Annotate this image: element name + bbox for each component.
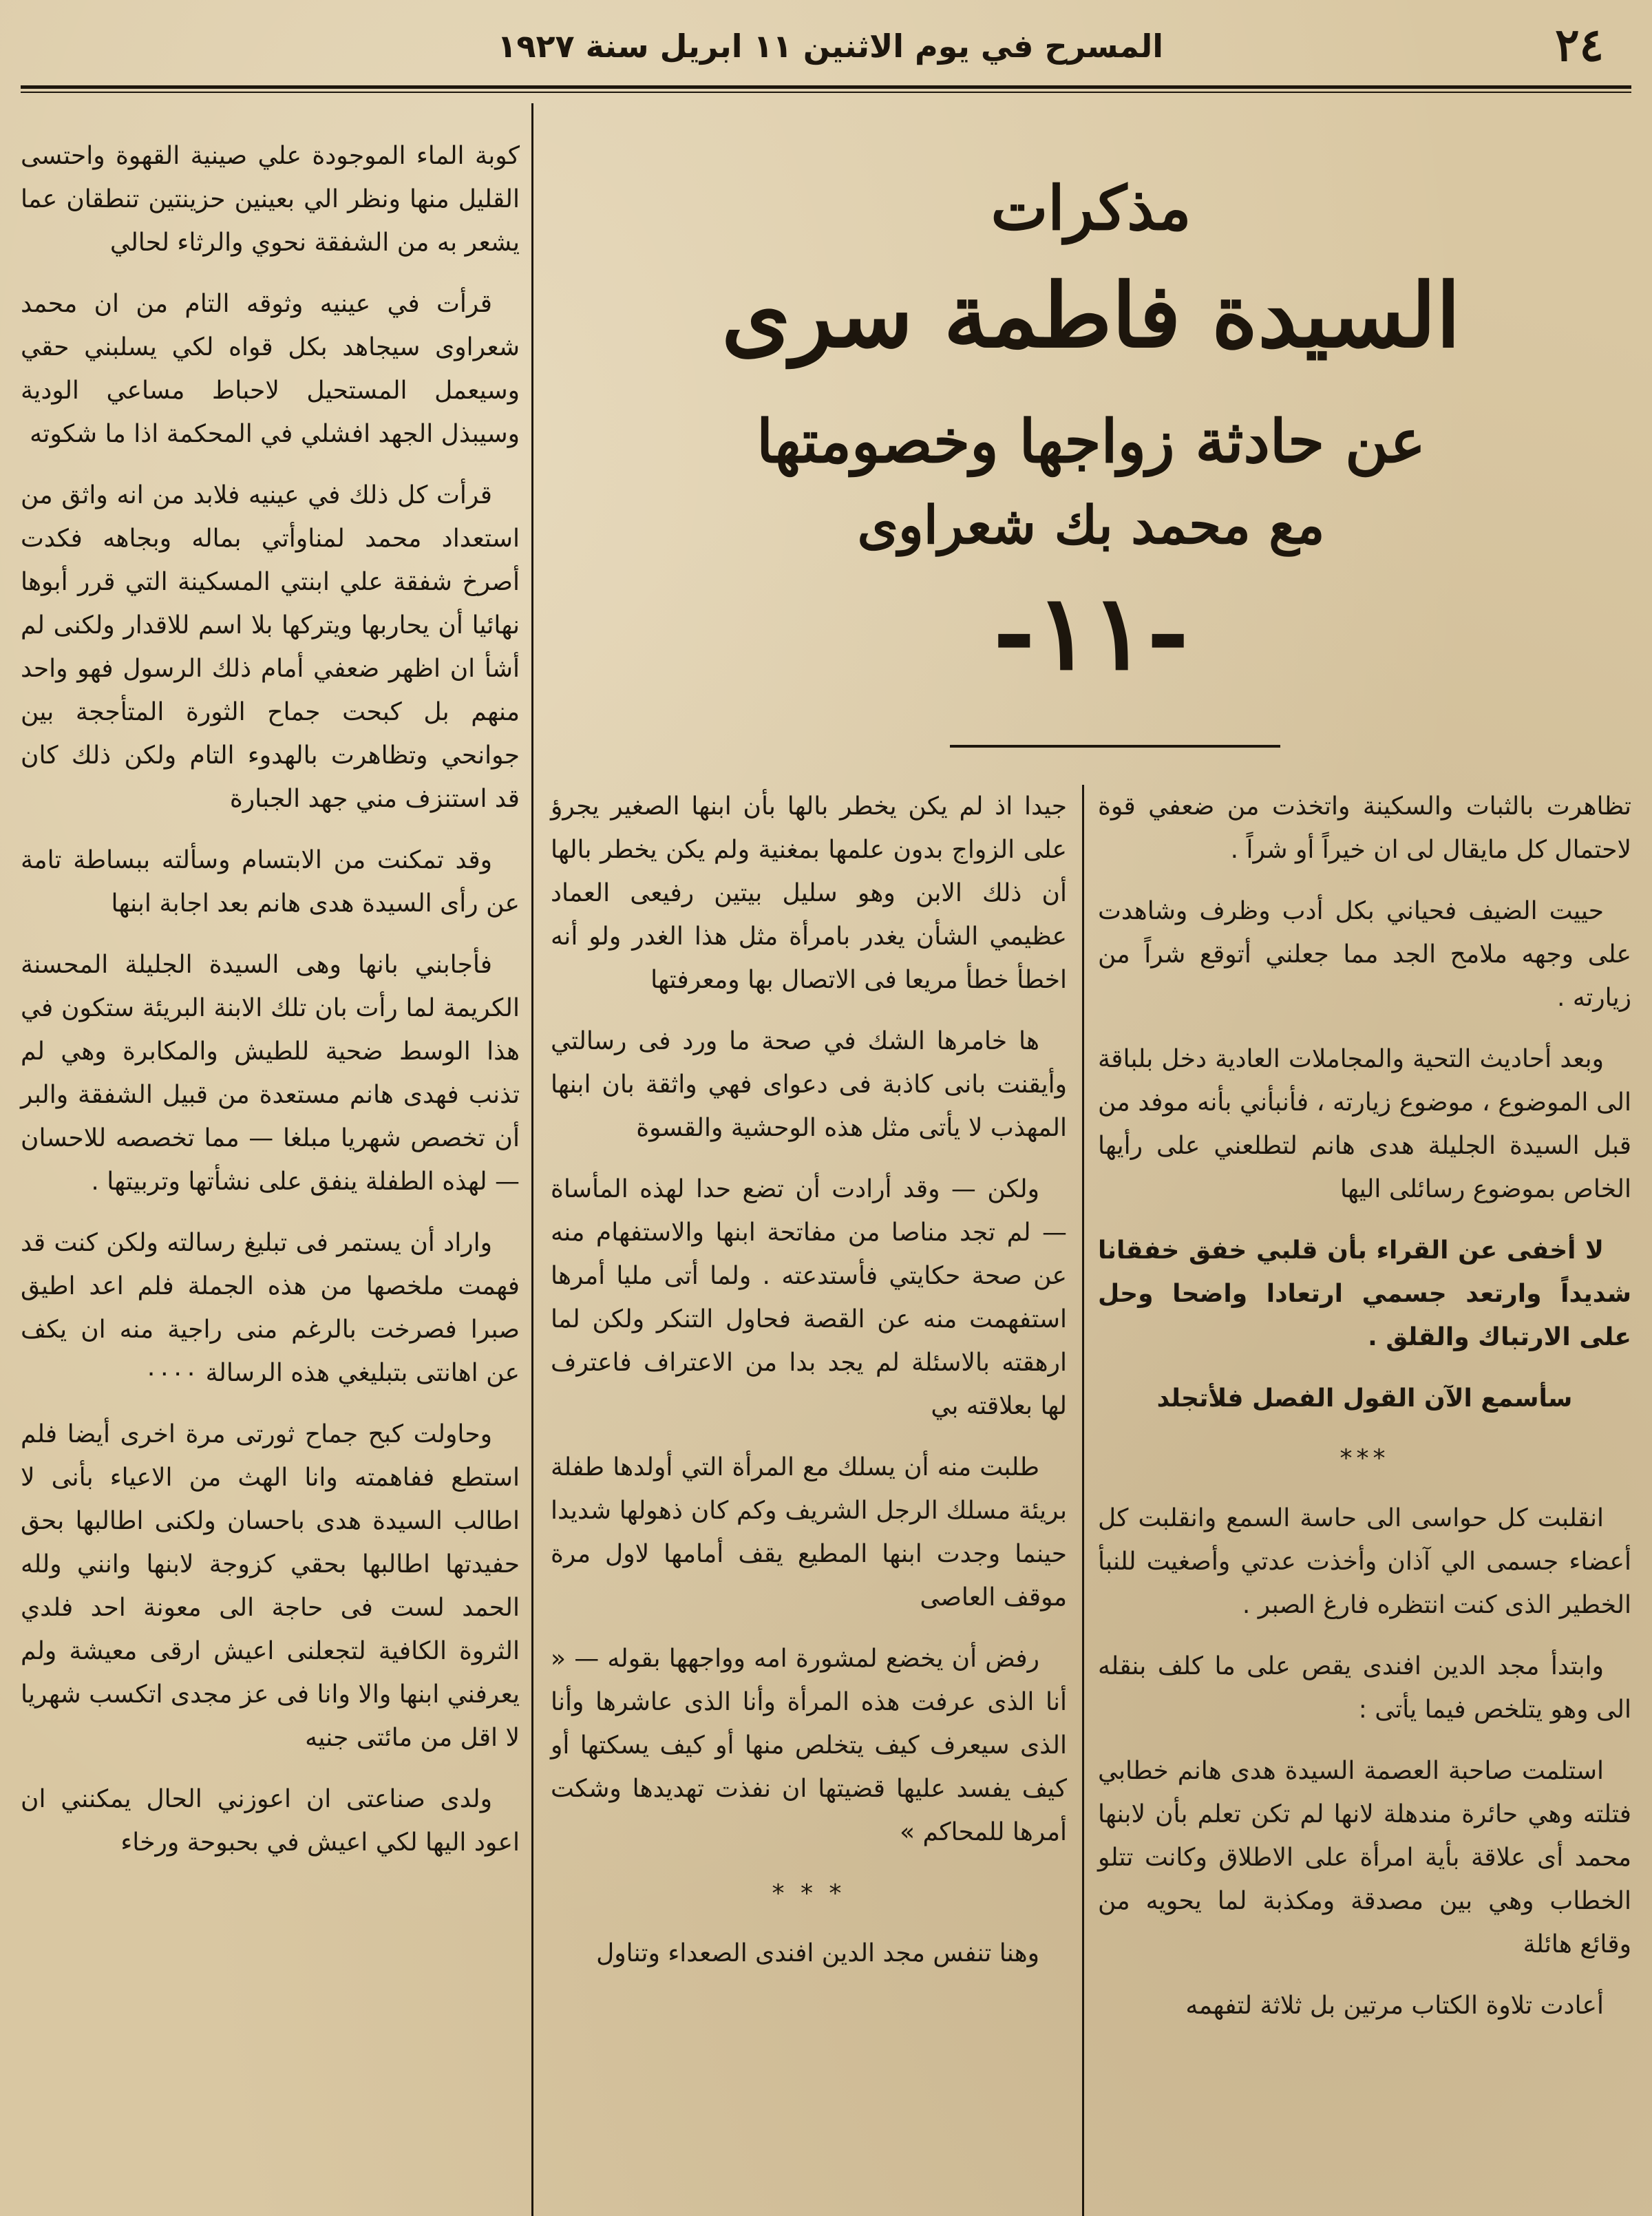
page-number: ٢٤ — [1555, 18, 1604, 72]
section-separator: *** — [1339, 1444, 1390, 1473]
page-header — [21, 11, 1631, 87]
paragraph: تظاهرت بالثبات والسكينة واتخذت من ضعفي قوة لاحتمال كل مايقال لى ان خيراً أو شراً . — [1098, 792, 1631, 864]
paragraph: ها خامرها الشك في صحة ما ورد فى رسالتي وأيقنت بانى كاذبة فى دعواى فهي واثقة بان ابنها المهذب لا يأتى مثل هذه الوحشية والقسوة — [551, 1027, 1067, 1142]
paragraph: واراد أن يستمر فى تبليغ رسالته ولكن كنت قد فهمت ملخصها من هذه الجملة فلم اعد اطيق صبرا فصرخت بالرغم منى راجية منه ان يكف عن اهانتى بتبليغي هذه الرسالة ٠٠٠٠ — [21, 1229, 520, 1387]
title-line-memoirs: مذكرات — [991, 172, 1192, 244]
pull-quote: سأسمع الآن القول الفصل فلأتجلد — [1156, 1384, 1573, 1413]
title-line-with: مع محمد بك شعراوى — [857, 494, 1325, 556]
episode-number: -١١- — [993, 571, 1189, 693]
paragraph: طلبت منه أن يسلك مع المرأة التي أولدها طفلة بريئة مسلك الرجل الشريف وكم كان ذهولها شديدا حينما وجدت ابنها المطيع يقف أمامها لاول مرة موقف العاصى — [551, 1453, 1067, 1612]
paragraph: أعادت تلاوة الكتاب مرتين بل ثلاثة لتفهمه — [1185, 1992, 1604, 2020]
paragraph: فأجابني بانها وهى السيدة الجليلة المحسنة الكريمة لما رأت بان تلك الابنة البريئة ستكون في هذا الوسط ضحية للطيش والمكابرة وهي لم تذنب فهدى هانم مستعدة من قبيل الشفقة والبر أن تخصص شهريا مبلغا — مما تخصصه للاحسان — لهذه الطفلة ينفق على نشأتها وتربيتها . — [21, 951, 520, 1196]
paragraph: انقلبت كل حواسى الى حاسة السمع وانقلبت كل أعضاء جسمى الي آذان وأخذت عدتي وأصغيت للنبأ الخطير الذى كنت انتظره فارغ الصبر . — [1098, 1504, 1631, 1619]
running-head: المسرح في يوم الاثنين ١١ ابريل سنة ١٩٢٧ — [497, 28, 1163, 65]
paragraph: استلمت صاحبة العصمة السيدة هدى هانم خطابي فتلته وهي حائرة مندهلة لانها لم تكن تعلم بأن لابنها محمد أى علاقة بأية امرأة على الاطلاق وكانت تتلو الخطاب وهي بين مصدقة ومكذبة لما يحويه من وقائع هائلة — [1098, 1757, 1631, 1959]
header-rule — [21, 85, 1631, 89]
header-rule-thin — [21, 92, 1631, 93]
paragraph: لا أخفى عن القراء بأن قلبي خفق خفقانا شديداً وارتعد جسمي ارتعادا واضحا وحل على الارتباك والقلق . — [1098, 1236, 1631, 1351]
paragraph: وابتدأ مجد الدين افندى يقص على ما كلف بنقله الى وهو يتلخص فيما يأتى : — [1098, 1652, 1631, 1724]
middle-column — [551, 785, 1067, 1993]
paragraph: جيدا اذ لم يكن يخطر بالها بأن ابنها الصغير يجرؤ على الزواج بدون علمها بمغنية ولم يكن يخطر بالها أن ذلك الابن وهو سليل بيتين رفيعى العماد عظيمي الشأن يغدر بامرأة مثل هذا الغدر ولو أنه اخطأ خطأ مريعا فى الاتصال بها ومعرفتها — [551, 792, 1067, 994]
title-line-name: السيدة فاطمة سرى — [721, 264, 1461, 368]
paragraph: كوبة الماء الموجودة علي صينية القهوة واحتسى القليل منها ونظر الي بعينين حزينتين تنطقان عما يشعر به من الشفقة نحوي والرثاء لحالي — [21, 142, 520, 257]
article-title — [551, 172, 1631, 693]
paragraph: قرأت كل ذلك في عينيه فلابد من انه واثق من استعداد محمد لمناوأتي بماله وبجاهه فكدت أصرخ شفقة علي ابنتي المسكينة التي قرر أبوها نهائيا أن يحاربها ويتركها بلا اسم للاقدار ولكنى لم أشأ ان اظهر ضعفي أمام ذلك الرسول فهو واحد منهم بل كبحت جماح الثورة المتأججة بين جوانحي وتظاهرت بالهدوء التام ولكن ذلك كان قد استنزف مني جهد الجبارة — [21, 481, 520, 813]
paragraph: وحاولت كبح جماح ثورتى مرة اخرى أيضا فلم استطع ففاهمته وانا الهث من الاعياء بأنى لا اطالب السيدة هدى باحسان ولكنى اطالبها بحق حفيدتها اطالبها بحقي كزوجة لابنها وانني ولله الحمد لست فى حاجة الى معونة احد فلدي الثروة الكافية لتجعلنى اعيش ارقى معيشة ولم يعرفني ابنها والا وانا فى عز مجدى اتكسب شهريا لا اقل من مائتى جنيه — [21, 1420, 520, 1752]
paragraph: قرأت في عينيه وثوقه التام من ان محمد شعراوى سيجاهد بكل قواه لكي يسلبني حقي وسيعمل المستحيل لاحباط مساعي الودية وسيبذل الجهد افشلي في المحكمة اذا ما شكوته — [21, 290, 520, 448]
paragraph: وبعد أحاديث التحية والمجاملات العادية دخل بلباقة الى الموضوع ، موضوع زيارته ، فأنبأني بأنه موفد من قبل السيدة الجليلة هدى هانم لتطلعني على رأيها الخاص بموضوع رسائلى اليها — [1098, 1045, 1631, 1203]
title-underline — [950, 745, 1280, 748]
section-separator: * * * — [772, 1879, 846, 1908]
column-divider-left — [531, 103, 533, 2216]
paragraph: وهنا تنفس مجد الدين افندى الصعداء وتناول — [596, 1939, 1039, 1967]
left-column — [21, 134, 520, 1882]
paragraph: وقد تمكنت من الابتسام وسألته ببساطة تامة عن رأى السيدة هدى هانم بعد اجابة ابنها — [21, 846, 520, 918]
paragraph: ولكن — وقد أرادت أن تضع حدا لهذه المأساة — لم تجد مناصا من مفاتحة ابنها والاستفهام منه عن صحة حكايتي فأستدعته . ولما أتى مليا أمرها استفهمت منه عن القصة فحاول التنكر ولكن لما ارهقته بالاسئلة لم يجد بدا من الاعتراف فاعترف لها بعلاقته بي — [551, 1175, 1067, 1420]
paragraph: رفض أن يخضع لمشورة امه وواجهها بقوله — « أنا الذى عرفت هذه المرأة وأنا الذى عاشرها وأنا الذى سيعرف كيف يتخلص منها أو كيف يسكتها أو كيف يفسد عليها قضيتها ان نفذت تهديدها وشكت أمرها للمحاكم » — [551, 1645, 1067, 1846]
title-line-subject: عن حادثة زواجها وخصومتها — [756, 406, 1426, 476]
column-divider-middle — [1082, 785, 1084, 2216]
right-column — [1098, 785, 1631, 2045]
paragraph: ولدى صناعتى ان اعوزني الحال يمكنني ان اعود اليها لكي اعيش في بحبوحة ورخاء — [21, 1785, 520, 1857]
paragraph: حييت الضيف فحياني بكل أدب وظرف وشاهدت على وجهه ملامح الجد مما جعلني أتوقع شراً من زيارته . — [1098, 897, 1631, 1012]
